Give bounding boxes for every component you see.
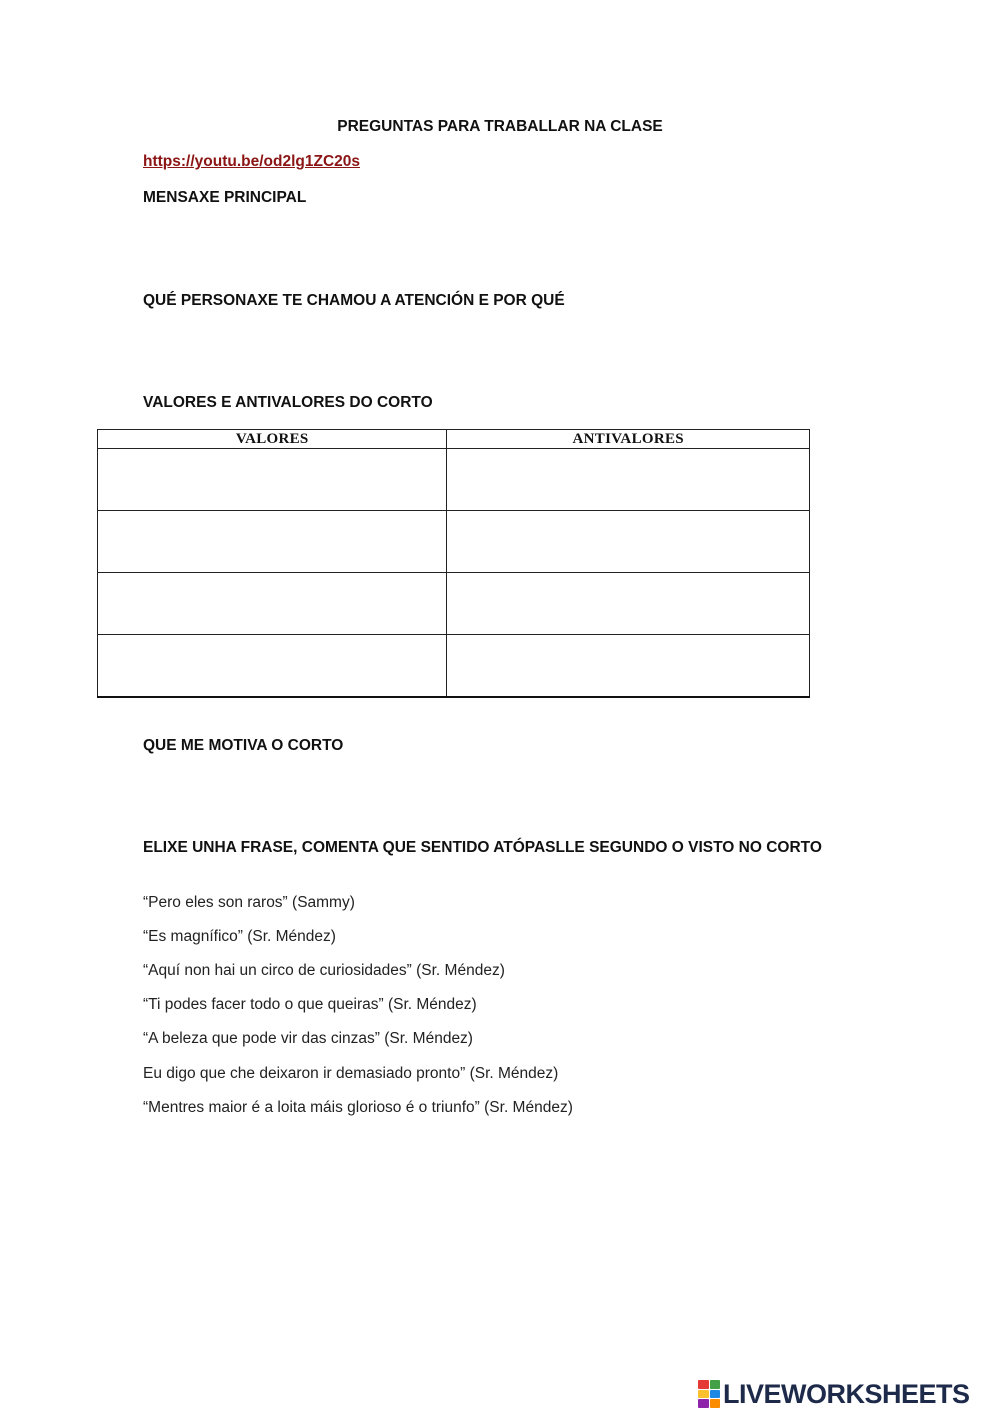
logo-square — [698, 1380, 709, 1389]
quote-item: “Ti podes facer todo o que queiras” (Sr. Méndez) — [143, 996, 477, 1013]
heading-valores-antivalores: VALORES E ANTIVALORES DO CORTO — [143, 394, 433, 411]
logo-square — [710, 1380, 721, 1389]
liveworksheets-branding — [698, 1376, 970, 1412]
table-row — [98, 635, 810, 698]
heading-elixe-frase: ELIXE UNHA FRASE, COMENTA QUE SENTIDO ATÓPASLLE SEGUNDO O VISTO NO CORTO — [143, 839, 822, 856]
quote-item: “Aquí non hai un circo de curiosidades” (Sr. Méndez) — [143, 962, 505, 979]
liveworksheets-logo-icon — [698, 1380, 720, 1408]
logo-square — [710, 1390, 721, 1399]
valores-cell[interactable] — [98, 511, 447, 573]
quote-item: “Pero eles son raros” (Sammy) — [143, 894, 355, 911]
valores-cell[interactable] — [98, 635, 447, 698]
antivalores-cell[interactable] — [447, 573, 810, 635]
column-header-antivalores: ANTIVALORES — [447, 430, 810, 449]
table-header-row — [98, 430, 810, 449]
values-table — [97, 429, 810, 698]
video-link[interactable]: https://youtu.be/od2lg1ZC20s — [143, 153, 361, 170]
antivalores-cell[interactable] — [447, 449, 810, 511]
valores-cell[interactable] — [98, 449, 447, 511]
quote-item: Eu digo que che deixaron ir demasiado pronto” (Sr. Méndez) — [143, 1065, 559, 1082]
heading-mensaxe-principal: MENSAXE PRINCIPAL — [143, 189, 307, 206]
column-header-valores: VALORES — [98, 430, 447, 449]
table-row — [98, 511, 810, 573]
logo-square — [710, 1399, 721, 1408]
liveworksheets-wordmark: LIVEWORKSHEETS — [723, 1378, 970, 1409]
heading-motiva: QUE ME MOTIVA O CORTO — [143, 737, 344, 754]
valores-cell[interactable] — [98, 573, 447, 635]
table-row — [98, 573, 810, 635]
quote-item: “A beleza que pode vir das cinzas” (Sr. Méndez) — [143, 1030, 473, 1047]
quote-item: “Es magnífico” (Sr. Méndez) — [143, 928, 336, 945]
heading-personaxe: QUÉ PERSONAXE TE CHAMOU A ATENCIÓN E POR QUÉ — [143, 292, 565, 309]
logo-square — [698, 1399, 709, 1408]
table-row — [98, 449, 810, 511]
antivalores-cell[interactable] — [447, 635, 810, 698]
logo-square — [698, 1390, 709, 1399]
page-title: PREGUNTAS PARA TRABALLAR NA CLASE — [337, 118, 663, 135]
quote-item: “Mentres maior é a loita máis glorioso é o triunfo” (Sr. Méndez) — [143, 1099, 573, 1116]
antivalores-cell[interactable] — [447, 511, 810, 573]
